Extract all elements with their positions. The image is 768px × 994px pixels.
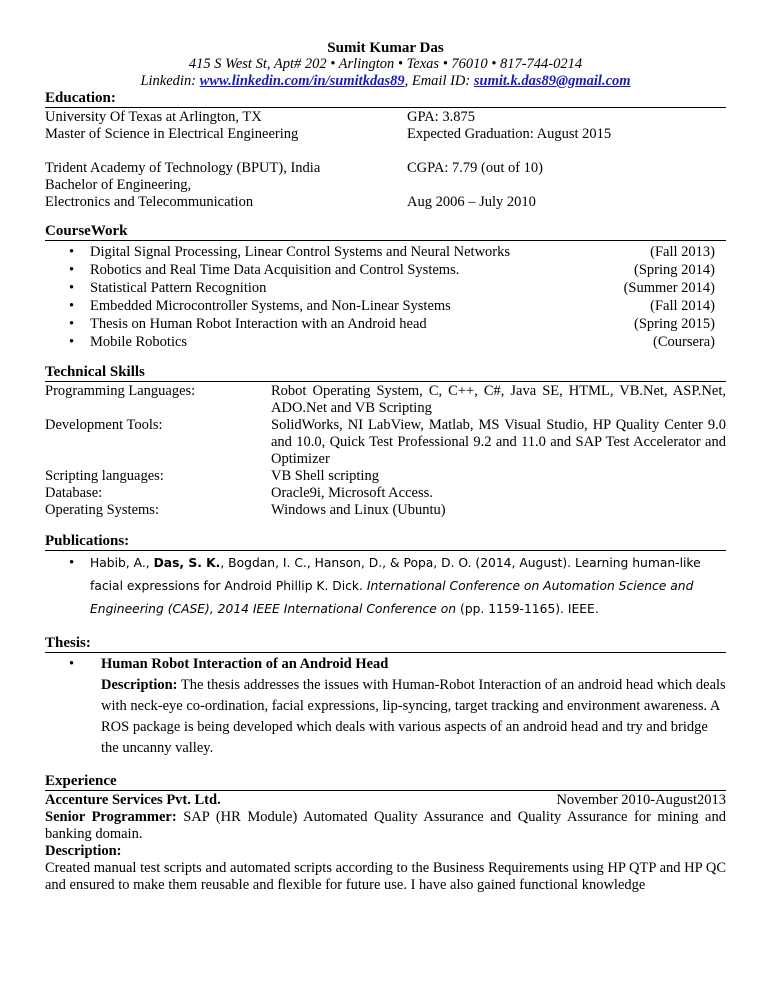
degree: Bachelor of Engineering,	[45, 177, 192, 193]
university-name: University Of Texas at Arlington, TX	[45, 109, 262, 125]
list-item	[45, 315, 726, 333]
section-divider	[45, 550, 726, 551]
skill-value: SolidWorks, NI LabView, Matlab, MS Visual Studio, HP Quality Center 9.0 and 10.0, Quick Test Professional 9.2 and 11.0 and SAP Test Accelerator and Optimizer	[271, 417, 726, 467]
self-author: Das, S. K.	[153, 556, 221, 570]
course-name: • Statistical Pattern Recognition	[90, 280, 267, 296]
publications-heading: Publications:	[45, 533, 130, 549]
skill-label: Database:	[45, 485, 103, 501]
skill-value: Windows and Linux (Ubuntu)	[271, 502, 446, 518]
publication-venue: International Conference on Automation Science and Engineering (CASE), 2014 IEEE International Conference on	[90, 579, 694, 616]
skill-value: Robot Operating System, C, C++, C#, Java SE, HTML, VB.Net, ASP.Net, ADO.Net and VB Scripting	[271, 383, 726, 416]
description-heading: Description:	[45, 843, 122, 859]
employment-dates: November 2010-August2013	[556, 792, 726, 808]
section-divider	[45, 790, 726, 791]
list-item	[45, 279, 726, 297]
course-term: (Spring 2015)	[634, 316, 715, 332]
education-entry	[45, 160, 726, 211]
contact-line	[45, 73, 726, 90]
section-divider	[45, 381, 726, 382]
course-name: • Mobile Robotics	[90, 334, 188, 350]
skills-heading: Technical Skills	[45, 364, 145, 380]
employer-row	[45, 792, 726, 809]
skill-label: Programming Languages:	[45, 383, 196, 399]
linkedin-link[interactable]: www.linkedin.com/in/sumitkdas89	[199, 73, 405, 89]
email-label: , Email ID:	[404, 73, 474, 89]
course-name: • Thesis on Human Robot Interaction with an Android head	[90, 316, 427, 332]
section-divider	[45, 652, 726, 653]
course-term: (Coursera)	[652, 334, 715, 350]
skill-row	[45, 417, 726, 468]
course-name: • Digital Signal Processing, Linear Control Systems and Neural Networks	[90, 244, 511, 260]
coursework-list	[45, 243, 726, 351]
gpa: CGPA: 7.79 (out of 10)	[407, 160, 544, 176]
skill-label: Development Tools:	[45, 417, 163, 433]
course-term: (Summer 2014)	[623, 280, 715, 296]
attendance-dates: Aug 2006 – July 2010	[407, 194, 536, 210]
email-link[interactable]: sumit.k.das89@gmail.com	[473, 73, 631, 89]
publication-entry: • Habib, A., Das, S. K., Bogdan, I. C., Hanson, D., & Popa, D. O. (2014, August). Learning human-like facial expressions for Android Phillip K. Dick. International Conference on Automation Science and Engineering (CASE), 2014 IEEE International Conference on (pp. 1159-1165). IEEE.	[45, 552, 726, 621]
university-name: Trident Academy of Technology (BPUT), India	[45, 160, 321, 176]
skill-value: Oracle9i, Microsoft Access.	[271, 485, 433, 501]
coursework-heading: CourseWork	[45, 223, 128, 239]
skill-value: VB Shell scripting	[271, 468, 379, 484]
list-item	[45, 261, 726, 279]
company-name: Accenture Services Pvt. Ltd.	[45, 792, 221, 808]
experience-description: Created manual test scripts and automated scripts according to the Business Requirements using HP QTP and HP QC and ensured to make them reusable and flexible for future use. I have also gained functional knowledge	[45, 860, 726, 893]
role-line: Senior Programmer: SAP (HR Module) Automated Quality Assurance and Quality Assurance for mining and banking domain.	[45, 809, 726, 842]
linkedin-label: Linkedin:	[140, 73, 200, 89]
skill-row	[45, 468, 726, 485]
list-item	[45, 297, 726, 315]
degree-branch: Electronics and Telecommunication	[45, 194, 254, 210]
skill-row	[45, 383, 726, 417]
resume-page	[45, 40, 726, 894]
list-item	[45, 243, 726, 261]
gpa: GPA: 3.875	[407, 109, 475, 125]
thesis-entry	[45, 654, 726, 759]
thesis-heading: Thesis:	[45, 635, 91, 651]
skill-row	[45, 485, 726, 502]
address-line: 415 S West St, Apt# 202 • Arlington • Texas • 76010 • 817-744-0214	[188, 56, 583, 72]
course-name: • Embedded Microcontroller Systems, and Non-Linear Systems	[90, 298, 451, 314]
education-heading: Education:	[45, 90, 116, 106]
education-entry	[45, 109, 726, 143]
course-term: (Spring 2014)	[634, 262, 715, 278]
candidate-name: Sumit Kumar Das	[327, 40, 444, 56]
list-item	[45, 333, 726, 351]
skill-label: Operating Systems:	[45, 502, 159, 518]
skill-row	[45, 502, 726, 519]
thesis-description: Description: The thesis addresses the issues with Human-Robot Interaction of an android head which deals with neck-eye co-ordination, facial expressions, lip-syncing, target tracking and environment awareness. A ROS package is being developed which deals with various aspects of an android head and try and bridge the uncanny valley.	[101, 677, 726, 756]
section-divider	[45, 107, 726, 108]
thesis-title: • Human Robot Interaction of an Android Head	[101, 656, 389, 672]
course-term: (Fall 2013)	[650, 244, 715, 260]
section-divider	[45, 240, 726, 241]
degree: Master of Science in Electrical Engineering	[45, 126, 299, 142]
experience-heading: Experience	[45, 773, 117, 789]
graduation-date: Expected Graduation: August 2015	[407, 126, 612, 142]
course-name: • Robotics and Real Time Data Acquisition and Control Systems.	[90, 262, 460, 278]
role-title: Senior Programmer:	[45, 809, 177, 825]
skill-label: Scripting languages:	[45, 468, 164, 484]
course-term: (Fall 2014)	[650, 298, 715, 314]
